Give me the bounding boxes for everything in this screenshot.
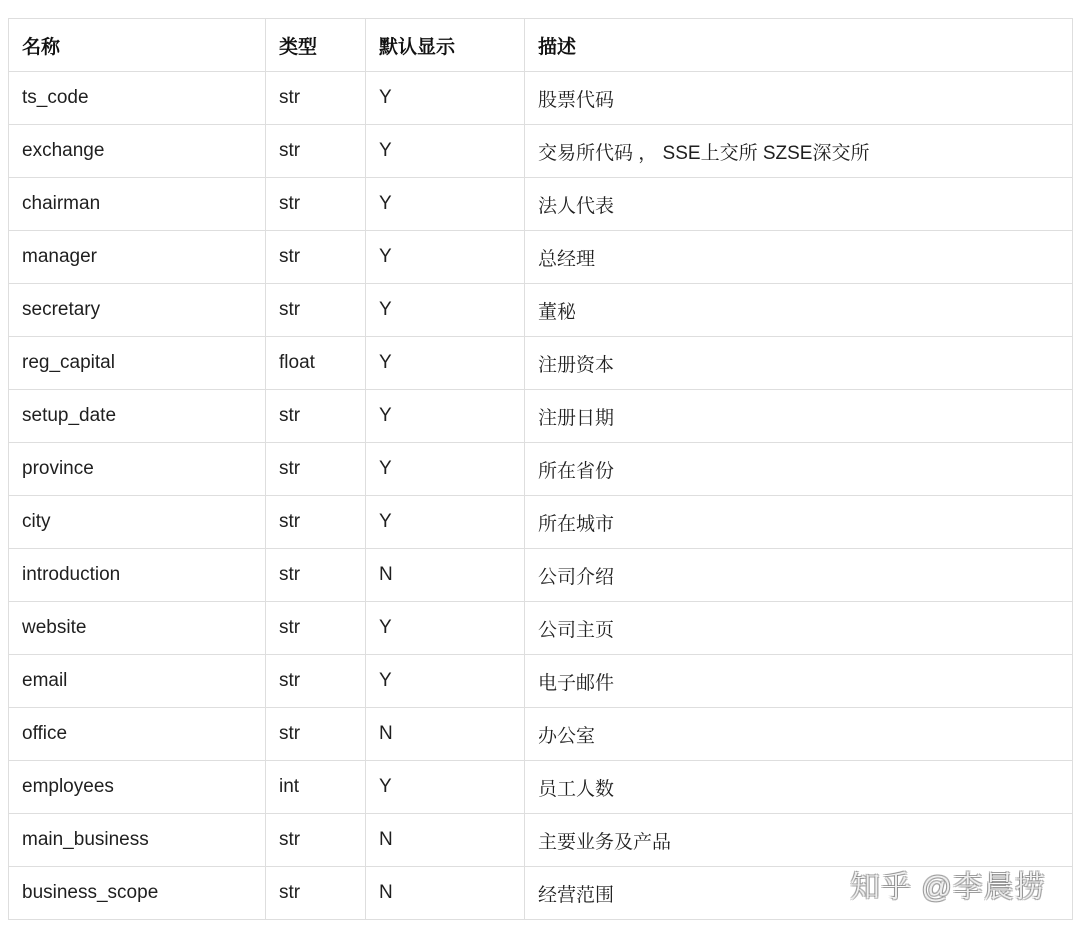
cell-default-display: N [366,708,525,761]
cell-default-display: Y [366,125,525,178]
table-row [9,708,1073,761]
header-name: 名称 [9,19,266,72]
table-row [9,602,1073,655]
cell-description: 注册资本 [525,337,1073,390]
cell-name: secretary [9,284,266,337]
cell-description: 总经理 [525,231,1073,284]
cell-default-display: Y [366,761,525,814]
cell-default-display: N [366,814,525,867]
table-row [9,72,1073,125]
cell-name: city [9,496,266,549]
cell-default-display: Y [366,72,525,125]
cell-type: str [266,814,366,867]
cell-type: str [266,708,366,761]
cell-default-display: Y [366,178,525,231]
cell-type: int [266,761,366,814]
cell-type: str [266,867,366,920]
cell-description: 所在省份 [525,443,1073,496]
cell-type: str [266,655,366,708]
cell-default-display: Y [366,390,525,443]
cell-name: business_scope [9,867,266,920]
cell-type: str [266,602,366,655]
cell-description: 交易所代码 ， SSE上交所 SZSE深交所 [525,125,1073,178]
cell-name: ts_code [9,72,266,125]
header-default-display: 默认显示 [366,19,525,72]
zhihu-watermark: 知乎 @李晨捞 [850,871,1046,904]
table-row [9,655,1073,708]
cell-description: 股票代码 [525,72,1073,125]
cell-default-display: Y [366,231,525,284]
cell-type: str [266,178,366,231]
table-row [9,867,1073,920]
cell-type: str [266,549,366,602]
cell-default-display: Y [366,443,525,496]
cell-name: email [9,655,266,708]
table-row [9,337,1073,390]
cell-type: str [266,125,366,178]
cell-default-display: Y [366,284,525,337]
cell-description: 公司介绍 [525,549,1073,602]
table-header-row [9,19,1073,72]
fields-table [8,18,1073,920]
table-row [9,814,1073,867]
table-row [9,231,1073,284]
cell-description: 法人代表 [525,178,1073,231]
cell-description: 董秘 [525,284,1073,337]
table-row [9,761,1073,814]
cell-default-display: Y [366,496,525,549]
table-row [9,390,1073,443]
cell-name: office [9,708,266,761]
cell-type: float [266,337,366,390]
cell-type: str [266,390,366,443]
cell-name: website [9,602,266,655]
cell-name: employees [9,761,266,814]
cell-name: manager [9,231,266,284]
table-row [9,125,1073,178]
table-row [9,443,1073,496]
cell-name: setup_date [9,390,266,443]
cell-description: 注册日期 [525,390,1073,443]
cell-description: 经营范围 [525,867,1073,920]
table-row [9,549,1073,602]
cell-default-display: Y [366,602,525,655]
cell-type: str [266,496,366,549]
cell-description: 电子邮件 [525,655,1073,708]
header-description: 描述 [525,19,1073,72]
cell-type: str [266,72,366,125]
cell-name: chairman [9,178,266,231]
cell-description: 员工人数 [525,761,1073,814]
table-row [9,284,1073,337]
header-type: 类型 [266,19,366,72]
cell-default-display: N [366,549,525,602]
cell-default-display: Y [366,337,525,390]
cell-name: exchange [9,125,266,178]
cell-default-display: Y [366,655,525,708]
cell-type: str [266,284,366,337]
table-body [9,72,1073,920]
cell-type: str [266,231,366,284]
cell-default-display: N [366,867,525,920]
cell-type: str [266,443,366,496]
cell-description: 主要业务及产品 [525,814,1073,867]
cell-name: introduction [9,549,266,602]
table-row [9,496,1073,549]
cell-description: 办公室 [525,708,1073,761]
table-row [9,178,1073,231]
cell-name: main_business [9,814,266,867]
cell-name: reg_capital [9,337,266,390]
cell-name: province [9,443,266,496]
fields-table-container [8,18,1072,920]
cell-description: 所在城市 [525,496,1073,549]
cell-description: 公司主页 [525,602,1073,655]
